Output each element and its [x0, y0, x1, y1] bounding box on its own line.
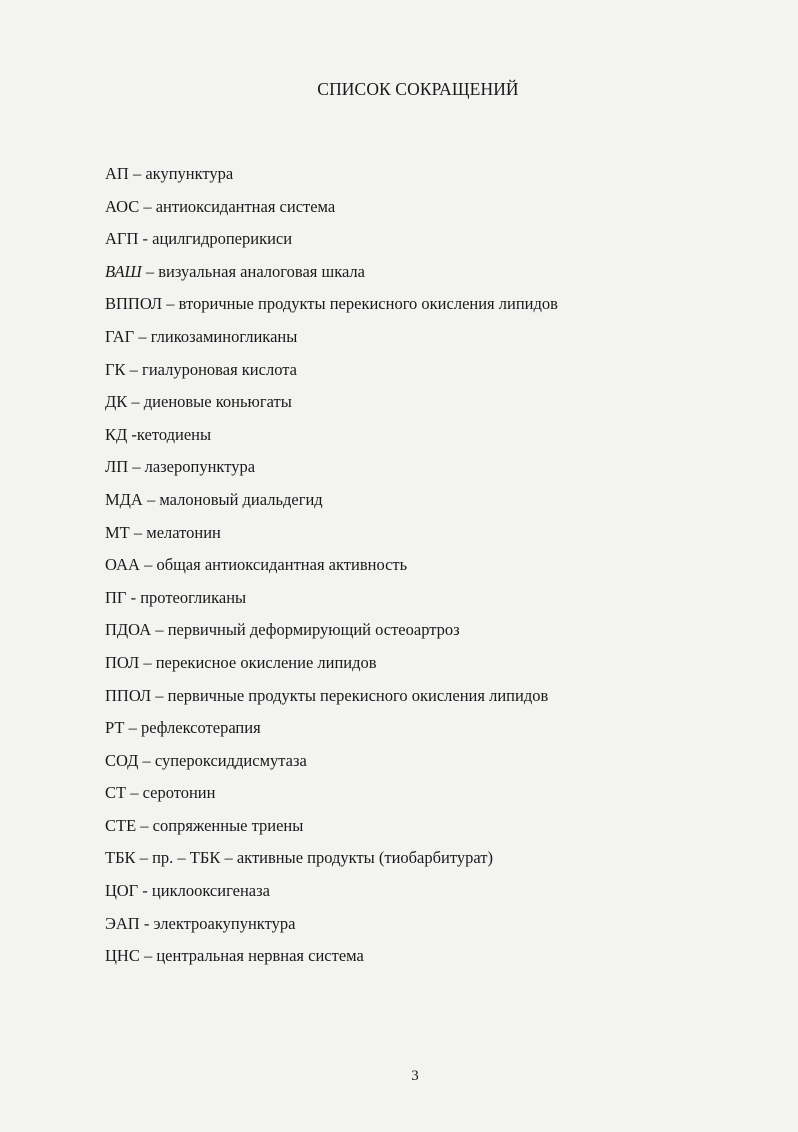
abbreviation-definition: первичный деформирующий остеоартроз — [167, 620, 460, 640]
abbreviation-entry — [105, 879, 558, 912]
abbreviation-entry — [105, 716, 558, 749]
abbreviation-definition: сопряженные триены — [152, 815, 304, 835]
abbreviation-entry — [105, 814, 558, 847]
abbreviation-separator: – — [151, 620, 168, 640]
abbreviation-separator: – — [139, 652, 156, 672]
abbreviation-term: ВАШ — [105, 261, 142, 281]
abbreviation-separator: - — [138, 881, 152, 901]
abbreviation-entry — [105, 846, 558, 879]
abbreviation-definition: вторичные продукты перекисного окисления липидов — [178, 294, 558, 314]
abbreviation-definition: протеогликаны — [140, 587, 247, 607]
abbreviation-definition: супероксиддисмутаза — [154, 750, 307, 770]
abbreviation-term: ЭАП — [105, 913, 140, 933]
abbreviation-term: МТ — [105, 522, 130, 542]
abbreviation-term: СТЕ — [105, 815, 137, 835]
abbreviation-separator: – — [139, 196, 156, 216]
abbreviation-entry — [105, 455, 558, 488]
abbreviation-definition: антиоксидантная система — [155, 196, 336, 216]
abbreviation-definition: малоновый диальдегид — [159, 489, 323, 509]
abbreviation-separator: – — [124, 718, 141, 738]
abbreviation-separator: – — [128, 457, 145, 477]
abbreviation-separator: - — [127, 424, 137, 444]
abbreviation-term: АОС — [105, 196, 140, 216]
abbreviation-entry — [105, 423, 558, 456]
abbreviation-term: ЦОГ — [105, 881, 139, 901]
abbreviation-definition: пр. – ТБК – активные продукты (тиобарбитурат) — [152, 848, 493, 868]
abbreviation-separator: - — [138, 229, 153, 249]
abbreviation-separator: – — [162, 294, 179, 314]
abbreviation-term: ПДОА — [105, 620, 152, 640]
abbreviation-entry — [105, 227, 558, 260]
abbreviation-term: АП — [105, 164, 129, 183]
abbreviation-term: КД — [105, 424, 128, 444]
abbreviation-term: АГП — [105, 229, 139, 249]
abbreviation-definition: гликозаминогликаны — [150, 326, 298, 346]
abbreviation-term: ЛП — [105, 457, 129, 477]
abbreviation-entry — [105, 260, 558, 293]
abbreviation-term: ОАА — [105, 555, 140, 575]
abbreviation-definition: кетодиены — [136, 424, 212, 444]
abbreviation-entry — [105, 488, 558, 521]
abbreviation-term: ВППОЛ — [105, 294, 163, 314]
abbreviation-separator: – — [138, 750, 155, 770]
abbreviation-definition: визуальная аналоговая шкала — [158, 261, 365, 281]
abbreviation-definition: общая антиоксидантная активность — [156, 555, 408, 575]
abbreviation-entry — [105, 162, 558, 195]
abbreviation-entry — [105, 521, 558, 554]
abbreviation-term: РТ — [105, 718, 125, 738]
abbreviation-separator: – — [127, 392, 144, 412]
abbreviation-definition: первичные продукты перекисного окисления липидов — [167, 685, 549, 705]
abbreviation-separator: – — [128, 164, 146, 183]
abbreviation-separator: - — [139, 913, 154, 933]
abbreviation-entry — [105, 651, 558, 684]
abbreviation-definition: электроакупунктура — [153, 913, 296, 933]
abbreviation-entry — [105, 586, 558, 619]
abbreviation-definition: серотонин — [142, 783, 216, 803]
abbreviation-entry — [105, 292, 558, 325]
abbreviation-definition: перекисное окисление липидов — [155, 652, 377, 672]
page-title: СПИСОК СОКРАЩЕНИЙ — [317, 79, 519, 99]
abbreviation-entry — [105, 944, 558, 977]
abbreviation-term: ГК — [105, 359, 126, 379]
abbreviation-entry — [105, 553, 558, 586]
abbreviation-separator: – — [141, 261, 159, 281]
abbreviation-definition: акупунктура — [145, 164, 234, 183]
abbreviation-entry — [105, 618, 558, 651]
abbreviation-definition: лазеропунктура — [144, 457, 256, 477]
abbreviation-term: ТБК — [105, 848, 136, 868]
abbreviation-definition: ацилгидроперикиси — [152, 229, 293, 249]
abbreviation-definition: диеновые коньюгаты — [143, 392, 292, 412]
abbreviation-definition: центральная нервная система — [156, 946, 364, 966]
abbreviation-separator: – — [125, 359, 143, 379]
page-number: 3 — [411, 1068, 419, 1084]
abbreviation-separator: – — [142, 489, 160, 509]
abbreviation-separator: – — [139, 946, 157, 966]
abbreviation-term: ГАГ — [105, 326, 135, 346]
abbreviation-definition: рефлексотерапия — [140, 718, 261, 738]
abbreviation-entry — [105, 358, 558, 391]
abbreviation-separator: – — [129, 522, 147, 542]
abbreviation-term: ППОЛ — [105, 685, 152, 705]
abbreviation-separator: – — [151, 685, 168, 705]
abbreviation-entry — [105, 684, 558, 717]
abbreviation-separator: – — [139, 555, 157, 575]
abbreviation-definition: циклооксигеназа — [151, 881, 270, 901]
abbreviation-term: ПОЛ — [105, 652, 140, 672]
abbreviation-list — [105, 162, 558, 977]
abbreviation-entry — [105, 912, 558, 945]
abbreviation-term: СОД — [105, 750, 139, 770]
abbreviation-separator: - — [126, 587, 141, 607]
abbreviation-definition: гиалуроновая кислота — [142, 359, 297, 379]
abbreviation-entry — [105, 195, 558, 228]
abbreviation-definition: мелатонин — [146, 522, 221, 542]
abbreviation-term: ЦНС — [105, 946, 140, 966]
abbreviation-separator: – — [135, 848, 153, 868]
abbreviation-term: ПГ — [105, 587, 127, 607]
abbreviation-entry — [105, 390, 558, 423]
abbreviation-entry — [105, 781, 558, 814]
abbreviation-separator: – — [136, 815, 153, 835]
abbreviation-entry — [105, 325, 558, 358]
abbreviation-separator: – — [134, 326, 151, 346]
abbreviation-entry — [105, 749, 558, 782]
abbreviation-term: МДА — [105, 489, 143, 509]
abbreviation-separator: – — [126, 783, 143, 803]
abbreviation-term: ДК — [105, 392, 128, 412]
abbreviation-term: СТ — [105, 783, 127, 803]
